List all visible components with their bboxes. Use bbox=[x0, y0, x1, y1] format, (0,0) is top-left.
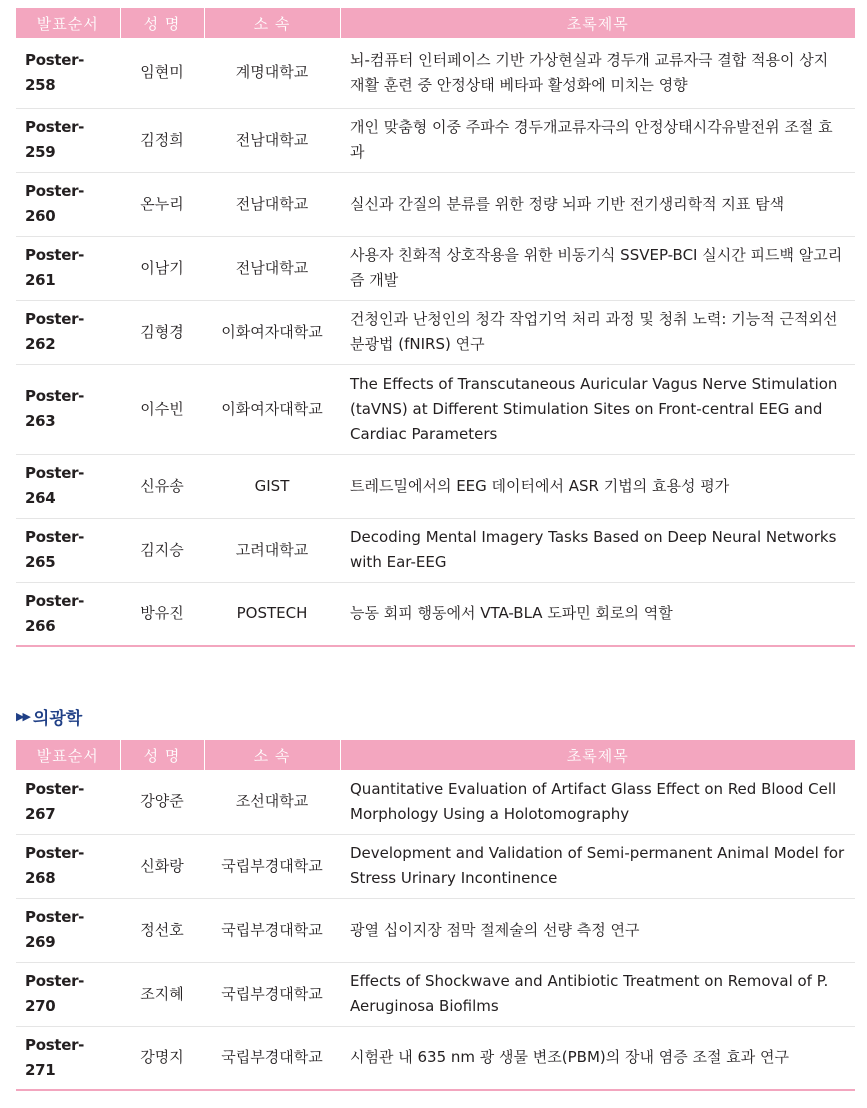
poster-number: Poster-262 bbox=[16, 300, 120, 364]
abstract-title: 실신과 간질의 분류를 위한 정량 뇌파 기반 전기생리학적 지표 탐색 bbox=[340, 172, 855, 236]
abstract-title: 사용자 친화적 상호작용을 위한 비동기식 SSVEP-BCI 실시간 피드백 알고리즘 개발 bbox=[340, 236, 855, 300]
table-row bbox=[16, 236, 855, 300]
abstract-title: 능동 회피 행동에서 VTA-BLA 도파민 회로의 역할 bbox=[340, 582, 855, 646]
section-title: 의광학 bbox=[32, 709, 83, 729]
table-body bbox=[16, 770, 855, 1090]
affiliation: 국립부경대학교 bbox=[204, 898, 340, 962]
affiliation: 고려대학교 bbox=[204, 518, 340, 582]
presenter-name: 조지혜 bbox=[120, 962, 204, 1026]
affiliation: 계명대학교 bbox=[204, 38, 340, 108]
poster-number: Poster-268 bbox=[16, 834, 120, 898]
presenter-name: 정선호 bbox=[120, 898, 204, 962]
poster-number: Poster-265 bbox=[16, 518, 120, 582]
header-order: 발표순서 bbox=[16, 740, 120, 770]
presenter-name: 이수빈 bbox=[120, 364, 204, 454]
affiliation: POSTECH bbox=[204, 582, 340, 646]
presenter-name: 신유송 bbox=[120, 454, 204, 518]
table-row bbox=[16, 364, 855, 454]
abstract-title: The Effects of Transcutaneous Auricular Vagus Nerve Stimulation (taVNS) at Different Stimulation Sites on Front-central EEG and Cardiac Parameters bbox=[340, 364, 855, 454]
table-row bbox=[16, 108, 855, 172]
presenter-name: 김형경 bbox=[120, 300, 204, 364]
poster-number: Poster-270 bbox=[16, 962, 120, 1026]
table-row bbox=[16, 582, 855, 646]
poster-table-2 bbox=[16, 740, 855, 1091]
table-row bbox=[16, 454, 855, 518]
poster-number: Poster-261 bbox=[16, 236, 120, 300]
header-affiliation: 소 속 bbox=[204, 8, 340, 38]
presenter-name: 온누리 bbox=[120, 172, 204, 236]
presenter-name: 신화랑 bbox=[120, 834, 204, 898]
abstract-title: 건청인과 난청인의 청각 작업기억 처리 과정 및 청취 노력: 기능적 근적외선 분광법 (fNIRS) 연구 bbox=[340, 300, 855, 364]
table-row bbox=[16, 834, 855, 898]
table-body bbox=[16, 38, 855, 646]
abstract-title: 시험관 내 635 nm 광 생물 변조(PBM)의 장내 염증 조절 효과 연구 bbox=[340, 1026, 855, 1090]
header-affiliation: 소 속 bbox=[204, 740, 340, 770]
affiliation: 전남대학교 bbox=[204, 236, 340, 300]
affiliation: 조선대학교 bbox=[204, 770, 340, 834]
header-order: 발표순서 bbox=[16, 8, 120, 38]
table-row bbox=[16, 770, 855, 834]
affiliation: 전남대학교 bbox=[204, 108, 340, 172]
poster-number: Poster-267 bbox=[16, 770, 120, 834]
poster-table-1 bbox=[16, 8, 855, 647]
poster-number: Poster-269 bbox=[16, 898, 120, 962]
poster-number: Poster-258 bbox=[16, 38, 120, 108]
affiliation: 이화여자대학교 bbox=[204, 364, 340, 454]
abstract-title: Quantitative Evaluation of Artifact Glass Effect on Red Blood Cell Morphology Using a Holotomography bbox=[340, 770, 855, 834]
header-abstract-title: 초록제목 bbox=[340, 740, 855, 770]
table-row bbox=[16, 38, 855, 108]
poster-number: Poster-266 bbox=[16, 582, 120, 646]
poster-table-2-wrapper bbox=[16, 740, 855, 1091]
table-header bbox=[16, 8, 855, 38]
abstract-title: 뇌-컴퓨터 인터페이스 기반 가상현실과 경두개 교류자극 결합 적용이 상지 재활 훈련 중 안정상태 베타파 활성화에 미치는 영향 bbox=[340, 38, 855, 108]
affiliation: 이화여자대학교 bbox=[204, 300, 340, 364]
poster-table-1-wrapper bbox=[16, 8, 855, 647]
table-row bbox=[16, 1026, 855, 1090]
presenter-name: 이남기 bbox=[120, 236, 204, 300]
section-heading-biophotonics bbox=[16, 704, 82, 729]
abstract-title: 개인 맞춤형 이중 주파수 경두개교류자극의 안정상태시각유발전위 조절 효과 bbox=[340, 108, 855, 172]
table-row bbox=[16, 898, 855, 962]
table-header bbox=[16, 740, 855, 770]
affiliation: GIST bbox=[204, 454, 340, 518]
presenter-name: 강양준 bbox=[120, 770, 204, 834]
double-arrow-icon: ▶▶ bbox=[16, 710, 29, 723]
affiliation: 국립부경대학교 bbox=[204, 834, 340, 898]
poster-number: Poster-271 bbox=[16, 1026, 120, 1090]
header-abstract-title: 초록제목 bbox=[340, 8, 855, 38]
table-row bbox=[16, 518, 855, 582]
presenter-name: 김지승 bbox=[120, 518, 204, 582]
affiliation: 국립부경대학교 bbox=[204, 1026, 340, 1090]
abstract-title: Development and Validation of Semi-permanent Animal Model for Stress Urinary Incontinence bbox=[340, 834, 855, 898]
table-row bbox=[16, 300, 855, 364]
table-row bbox=[16, 962, 855, 1026]
header-name: 성 명 bbox=[120, 8, 204, 38]
abstract-title: Decoding Mental Imagery Tasks Based on Deep Neural Networks with Ear-EEG bbox=[340, 518, 855, 582]
affiliation: 전남대학교 bbox=[204, 172, 340, 236]
affiliation: 국립부경대학교 bbox=[204, 962, 340, 1026]
poster-number: Poster-264 bbox=[16, 454, 120, 518]
presenter-name: 김정희 bbox=[120, 108, 204, 172]
poster-number: Poster-263 bbox=[16, 364, 120, 454]
abstract-title: Effects of Shockwave and Antibiotic Treatment on Removal of P. Aeruginosa Biofilms bbox=[340, 962, 855, 1026]
table-row bbox=[16, 172, 855, 236]
presenter-name: 강명지 bbox=[120, 1026, 204, 1090]
presenter-name: 방유진 bbox=[120, 582, 204, 646]
abstract-title: 트레드밀에서의 EEG 데이터에서 ASR 기법의 효용성 평가 bbox=[340, 454, 855, 518]
header-name: 성 명 bbox=[120, 740, 204, 770]
abstract-title: 광열 십이지장 점막 절제술의 선량 측정 연구 bbox=[340, 898, 855, 962]
poster-number: Poster-260 bbox=[16, 172, 120, 236]
poster-number: Poster-259 bbox=[16, 108, 120, 172]
presenter-name: 임현미 bbox=[120, 38, 204, 108]
